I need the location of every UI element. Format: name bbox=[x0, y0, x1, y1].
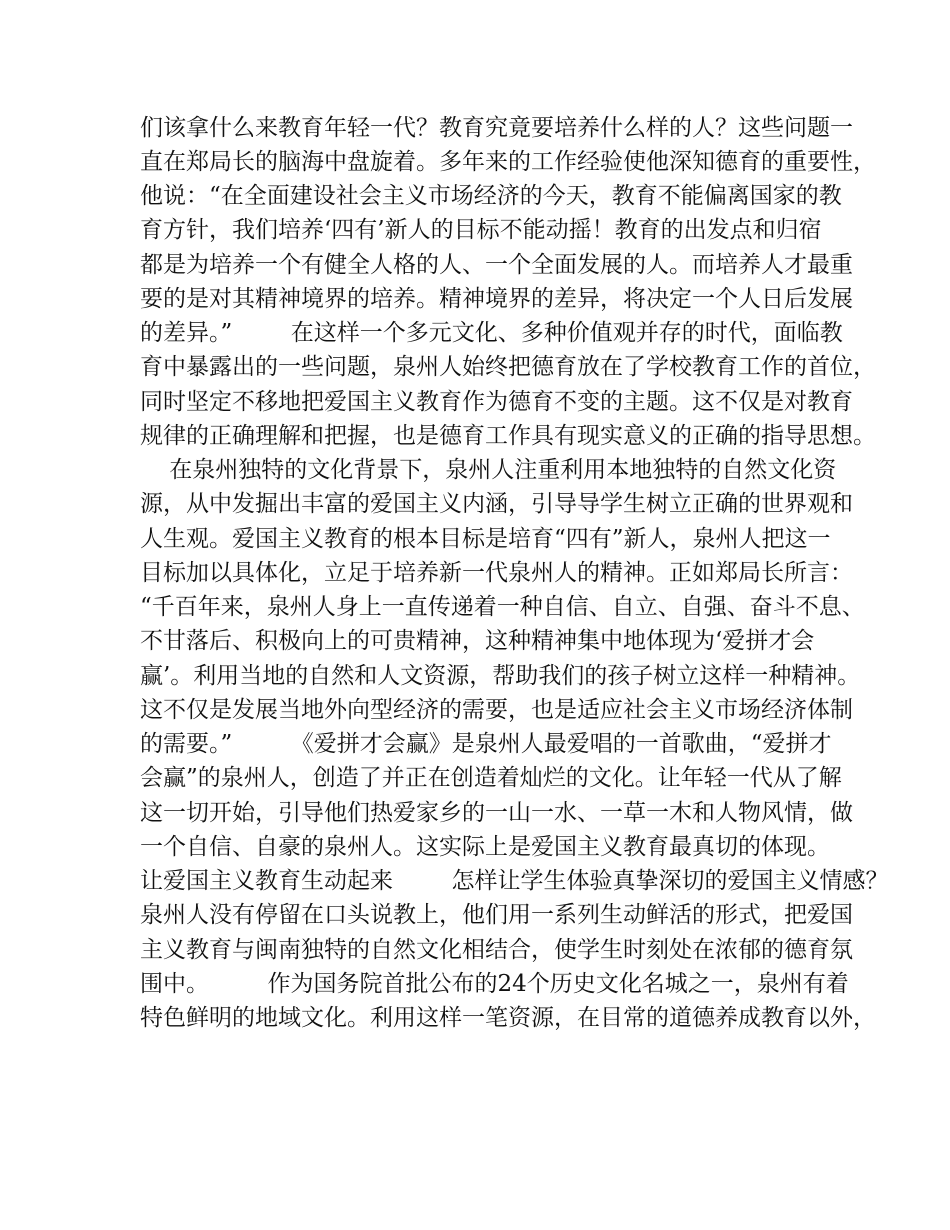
text-line: 源，从中发掘出丰富的爱国主义内涵，引导导学生树立正确的世界观和 bbox=[140, 491, 853, 517]
text-line: 不甘落后、积极向上的可贵精神，这种精神集中地体现为‘爱拼才会 bbox=[140, 628, 815, 654]
text-line: 们该拿什么来教育年轻一代？教育究竟要培养什么样的人？这些问题一 bbox=[140, 115, 853, 141]
text-line: 都是为培养一个有健全人格的人、一个全面发展的人。而培养人才最重 bbox=[140, 252, 853, 278]
text-line: 直在郑局长的脑海中盘旋着。多年来的工作经验使他深知德育的重要性， bbox=[140, 149, 876, 175]
section-heading-line: 让爱国主义教育生动起来 怎样让学生体验真挚深切的爱国主义情感？ bbox=[140, 868, 889, 894]
text-line: 目标加以具体化，立足于培养新一代泉州人的精神。正如郑局长所言： bbox=[140, 560, 853, 586]
text-line: 会赢”的泉州人，创造了并正在创造着灿烂的文化。让年轻一代从了解 bbox=[140, 765, 842, 791]
text-line: 特色鲜明的地域文化。利用这样一笔资源，在目常的道德养成教育以外， bbox=[140, 1005, 876, 1031]
text-line: 围中。 作为国务院首批公布的24个历史文化名城之一，泉州有着 bbox=[140, 971, 849, 997]
text-line: 这一切开始，引导他们热爱家乡的一山一水、一草一木和人物风情，做 bbox=[140, 800, 853, 826]
text-line: 的差异。” 在这样一个多元文化、多种价值观并存的时代，面临教 bbox=[140, 320, 843, 346]
text-line: “千百年来，泉州人身上一直传递着一种自信、自立、自强、奋斗不息、 bbox=[140, 594, 865, 620]
text-line: 育中暴露出的一些问题，泉州人始终把德育放在了学校教育工作的首位， bbox=[140, 354, 876, 380]
text-line: 同时坚定不移地把爱国主义教育作为德育不变的主题。这不仅是对教育 bbox=[140, 389, 853, 415]
text-line: 泉州人没有停留在口头说教上，他们用一系列生动鲜活的形式，把爱国 bbox=[140, 902, 853, 928]
text-line: 主义教育与闽南独特的自然文化相结合，使学生时刻处在浓郁的德育氛 bbox=[140, 937, 853, 963]
text-line: 的需要。” 《爱拼才会赢》是泉州人最爱唱的一首歌曲，“爱拼才 bbox=[140, 731, 832, 757]
text-line: 规律的正确理解和把握，也是德育工作具有现实意义的正确的指导思想。 bbox=[140, 423, 876, 449]
text-line: 这不仅是发展当地外向型经济的需要，也是适应社会主义市场经济体制 bbox=[140, 697, 853, 723]
text-line: 育方针，我们培养‘四有’新人的目标不能动摇！教育的出发点和归宿 bbox=[140, 217, 822, 243]
text-line: 赢’。利用当地的自然和人文资源，帮助我们的孩子树立这样一种精神。 bbox=[140, 663, 861, 689]
text-line: 要的是对其精神境界的培养。精神境界的差异，将决定一个人日后发展 bbox=[140, 286, 853, 312]
text-line: 他说：“在全面建设社会主义市场经济的今天，教育不能偏离国家的教 bbox=[140, 183, 842, 209]
text-line: 人生观。爱国主义教育的根本目标是培育“四有”新人，泉州人把这一 bbox=[140, 526, 831, 552]
text-line: 在泉州独特的文化背景下，泉州人注重利用本地独特的自然文化资 bbox=[140, 457, 837, 483]
text-line: 一个自信、自豪的泉州人。这实际上是爱国主义教育最真切的体现。 bbox=[140, 834, 830, 860]
